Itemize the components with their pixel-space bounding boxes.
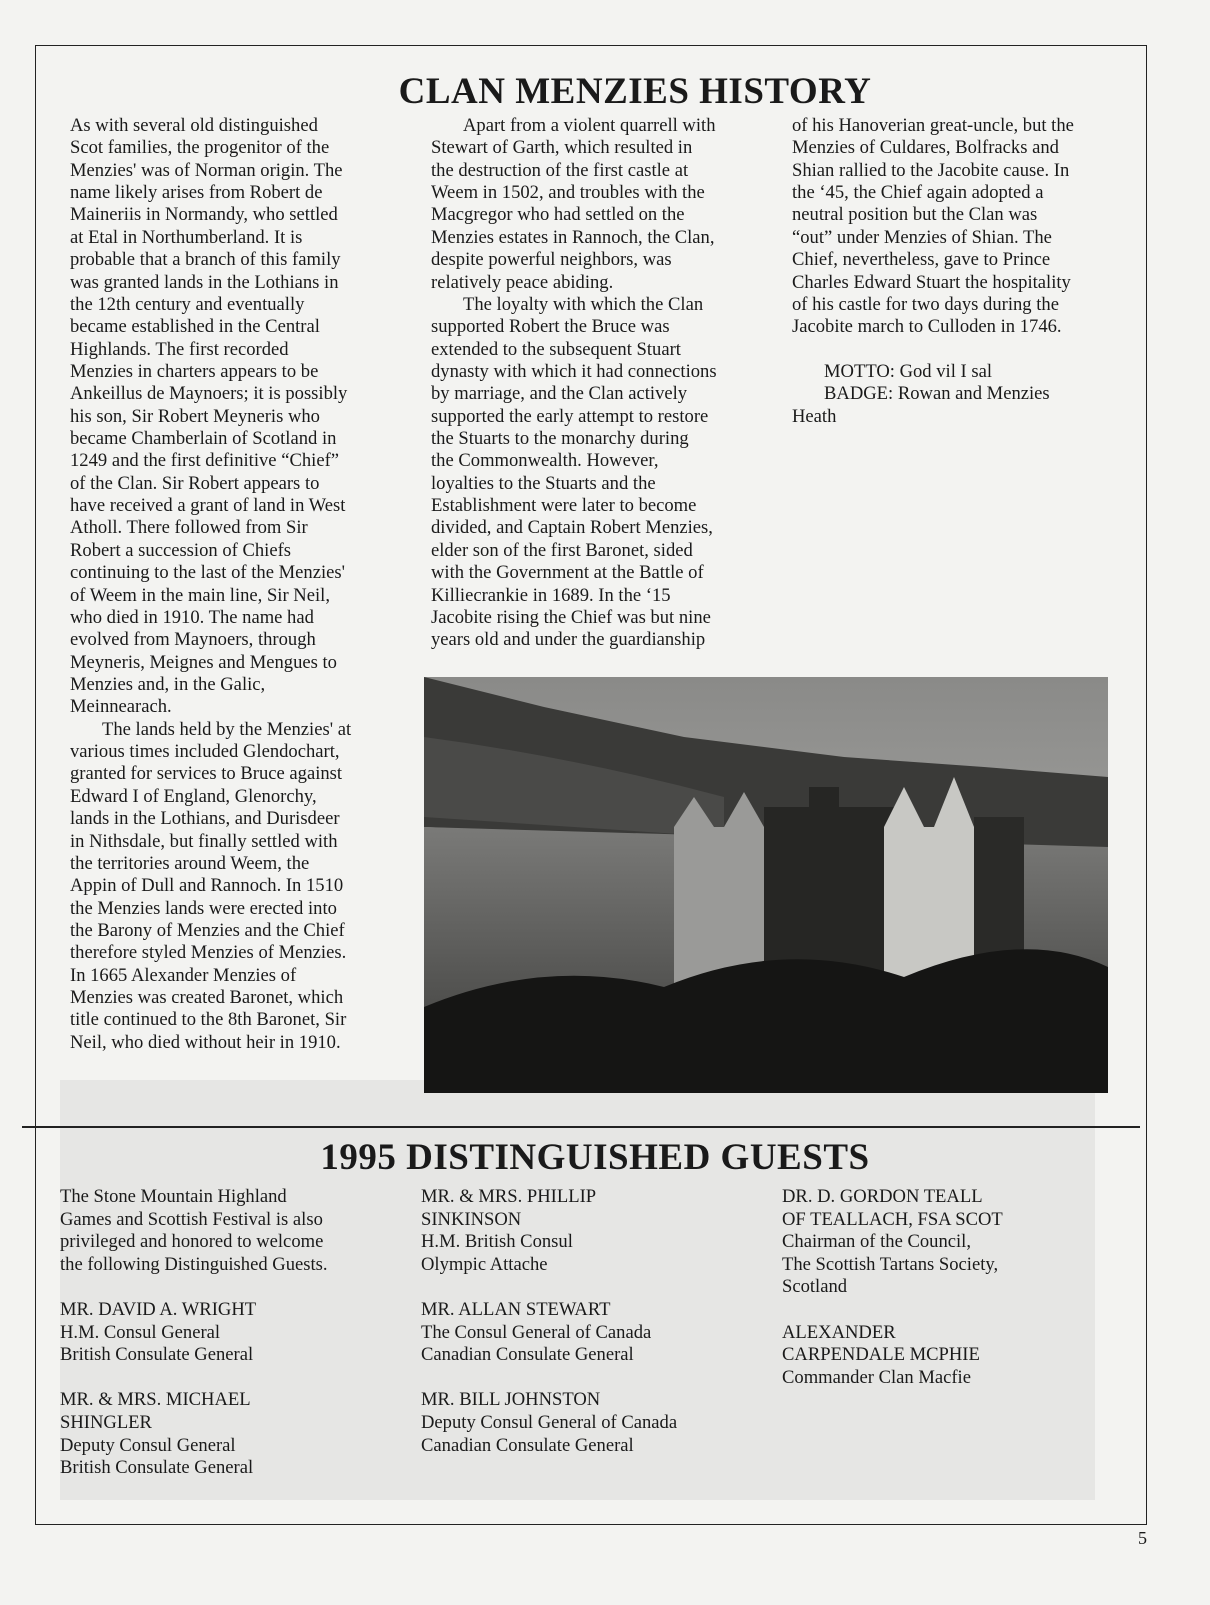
guest-line: Canadian Consulate General xyxy=(421,1344,634,1366)
text-line: Scot families, the progenitor of the xyxy=(70,137,330,159)
history-column-3 xyxy=(792,115,1074,428)
text-line xyxy=(792,339,1074,361)
guest-line: Commander Clan Macfie xyxy=(782,1366,971,1388)
history-column-1 xyxy=(70,115,351,1054)
guest-line: H.M. Consul General xyxy=(60,1321,221,1343)
text-line: granted for services to Bruce against xyxy=(70,763,343,785)
guests-column-3 xyxy=(782,1186,1003,1389)
text-line: became Chamberlain of Scotland in xyxy=(70,428,337,450)
text-line: who died in 1910. The name had xyxy=(70,606,314,628)
guest-line: the following Distinguished Guests. xyxy=(60,1253,328,1275)
text-line: the destruction of the first castle at xyxy=(431,159,689,181)
text-line: Menzies of Culdares, Bolfracks and xyxy=(792,137,1059,159)
guest-entry xyxy=(60,1299,328,1367)
text-line: Killiecrankie in 1689. In the ‘15 xyxy=(431,584,671,606)
text-line: Heath xyxy=(792,405,837,427)
text-line: Menzies and, in the Galic, xyxy=(70,673,266,695)
guest-line: Scotland xyxy=(782,1276,848,1298)
text-line: Chief, nevertheless, gave to Prince xyxy=(792,249,1051,271)
text-line: despite powerful neighbors, was xyxy=(431,249,672,271)
guest-line: MR. ALLAN STEWART xyxy=(421,1298,611,1320)
guest-line: ALEXANDER xyxy=(782,1321,896,1343)
text-line: The lands held by the Menzies' at xyxy=(102,718,352,740)
guest-line: CARPENDALE MCPHIE xyxy=(782,1344,980,1366)
text-line: Jacobite rising the Chief was but nine xyxy=(431,606,711,628)
text-line: Appin of Dull and Rannoch. In 1510 xyxy=(70,875,344,897)
text-line: probable that a branch of this family xyxy=(70,249,341,271)
text-line: Robert a succession of Chiefs xyxy=(70,539,292,561)
text-line: the Commonwealth. However, xyxy=(431,450,659,472)
text-line: Stewart of Garth, which resulted in xyxy=(431,137,693,159)
text-line: was granted lands in the Lothians in xyxy=(70,271,339,293)
guest-entry xyxy=(421,1186,677,1276)
guest-line: H.M. British Consul xyxy=(421,1231,573,1253)
guest-entry xyxy=(60,1186,328,1276)
text-line: in Nithsdale, but finally settled with xyxy=(70,830,338,852)
castle-photo xyxy=(424,677,1108,1093)
history-column-2 xyxy=(431,115,717,652)
guest-line: Deputy Consul General of Canada xyxy=(421,1411,678,1433)
guest-line: MR. & MRS. PHILLIP xyxy=(421,1186,597,1207)
text-line: the ‘45, the Chief again adopted a xyxy=(792,182,1044,204)
text-line: loyalties to the Stuarts and the xyxy=(431,472,656,494)
text-line: became established in the Central xyxy=(70,316,320,338)
text-line: Highlands. The first recorded xyxy=(70,338,289,360)
text-line: Establishment were later to become xyxy=(431,495,697,517)
guest-line: OF TEALLACH, FSA SCOT xyxy=(782,1208,1003,1230)
text-line: the territories around Weem, the xyxy=(70,852,310,874)
text-line: divided, and Captain Robert Menzies, xyxy=(431,517,713,539)
text-line: Macgregor who had settled on the xyxy=(431,204,685,226)
guest-line: Games and Scottish Festival is also xyxy=(60,1208,323,1230)
guest-line: British Consulate General xyxy=(60,1344,254,1366)
guest-entry xyxy=(782,1186,1003,1299)
text-line: years old and under the guardianship xyxy=(431,629,706,651)
guest-entry xyxy=(421,1299,677,1367)
guest-line: SHINGLER xyxy=(60,1411,152,1433)
text-line: Meinnearach. xyxy=(70,696,172,718)
text-line: dynasty with which it had connections xyxy=(431,360,717,382)
text-line: As with several old distinguished xyxy=(70,115,318,136)
guest-line: MR. DAVID A. WRIGHT xyxy=(60,1298,257,1320)
history-title: CLAN MENZIES HISTORY xyxy=(398,71,872,112)
guest-line: SINKINSON xyxy=(421,1208,522,1230)
text-line: elder son of the first Baronet, sided xyxy=(431,539,693,561)
text-line: of his castle for two days during the xyxy=(792,293,1059,315)
text-line: Menzies was created Baronet, which xyxy=(70,987,344,1009)
guests-column-1 xyxy=(60,1186,328,1480)
guest-line: Olympic Attache xyxy=(421,1253,548,1275)
text-line: “out” under Menzies of Shian. The xyxy=(792,226,1052,248)
text-line: at Etal in Northumberland. It is xyxy=(70,226,303,248)
text-line: Shian rallied to the Jacobite cause. In xyxy=(792,159,1070,181)
text-line: continuing to the last of the Menzies' xyxy=(70,562,345,584)
text-line: 1249 and the first definitive “Chief” xyxy=(70,450,340,472)
text-line: Weem in 1502, and troubles with the xyxy=(431,182,705,204)
guest-entry xyxy=(421,1389,677,1457)
guest-entry xyxy=(782,1322,1003,1390)
text-line: relatively peace abiding. xyxy=(431,271,614,293)
text-line: Edward I of England, Glenorchy, xyxy=(70,785,317,807)
text-line: Menzies' was of Norman origin. The xyxy=(70,159,343,181)
text-line: Charles Edward Stuart the hospitality xyxy=(792,271,1071,293)
text-line: BADGE: Rowan and Menzies xyxy=(824,383,1050,405)
guest-line: Chairman of the Council, xyxy=(782,1231,971,1253)
guest-line: The Scottish Tartans Society, xyxy=(782,1253,999,1275)
text-line: Menzies estates in Rannoch, the Clan, xyxy=(431,226,715,248)
text-line: evolved from Maynoers, through xyxy=(70,629,316,651)
guest-line: The Consul General of Canada xyxy=(421,1321,652,1343)
text-line: supported Robert the Bruce was xyxy=(431,316,670,338)
text-line: have received a grant of land in West xyxy=(70,495,346,517)
text-line: Apart from a violent quarrell with xyxy=(463,115,716,136)
text-line: the 12th century and eventually xyxy=(70,293,305,315)
text-line: In 1665 Alexander Menzies of xyxy=(70,964,297,986)
text-line: of the Clan. Sir Robert appears to xyxy=(70,472,320,494)
text-line: lands in the Lothians, and Durisdeer xyxy=(70,808,340,830)
text-line: Jacobite march to Culloden in 1746. xyxy=(792,316,1062,338)
text-line: supported the early attempt to restore xyxy=(431,405,709,427)
text-line: with the Government at the Battle of xyxy=(431,562,704,584)
text-line: various times included Glendochart, xyxy=(70,741,340,763)
text-line: Menzies in charters appears to be xyxy=(70,360,319,382)
page-number: 5 xyxy=(1138,1528,1147,1548)
text-line: therefore styled Menzies of Menzies. xyxy=(70,942,347,964)
guest-line: MR. BILL JOHNSTON xyxy=(421,1389,601,1411)
text-line: title continued to the 8th Baronet, Sir xyxy=(70,1009,347,1031)
text-line: the Menzies lands were erected into xyxy=(70,897,337,919)
text-line: The loyalty with which the Clan xyxy=(463,293,704,315)
text-line: of Weem in the main line, Sir Neil, xyxy=(70,584,330,606)
guest-line: The Stone Mountain Highland xyxy=(60,1186,287,1207)
text-line: Neil, who died without heir in 1910. xyxy=(70,1031,341,1053)
guests-title: 1995 DISTINGUISHED GUESTS xyxy=(320,1137,870,1178)
text-line: Atholl. There followed from Sir xyxy=(70,517,308,539)
guests-column-2 xyxy=(421,1186,677,1457)
guest-line: DR. D. GORDON TEALL xyxy=(782,1186,983,1207)
text-line: Ankeillus de Maynoers; it is possibly xyxy=(70,383,348,405)
text-line: by marriage, and the Clan actively xyxy=(431,383,688,405)
text-line: the Stuarts to the monarchy during xyxy=(431,428,689,450)
guest-line: Canadian Consulate General xyxy=(421,1434,634,1456)
text-line: extended to the subsequent Stuart xyxy=(431,338,681,360)
text-line: name likely arises from Robert de xyxy=(70,182,323,204)
text-line: neutral position but the Clan was xyxy=(792,204,1038,226)
text-line: MOTTO: God vil I sal xyxy=(824,360,993,382)
section-divider xyxy=(22,1126,1140,1128)
text-line: the Barony of Menzies and the Chief xyxy=(70,919,345,941)
guest-line: MR. & MRS. MICHAEL xyxy=(60,1389,251,1411)
castle-photo-image xyxy=(424,677,1108,1093)
text-line: Maineriis in Normandy, who settled xyxy=(70,204,338,226)
guest-line: Deputy Consul General xyxy=(60,1434,236,1456)
text-line: of his Hanoverian great-uncle, but the xyxy=(792,115,1074,136)
text-line: his son, Sir Robert Meyneris who xyxy=(70,405,320,427)
guest-line: privileged and honored to welcome xyxy=(60,1231,324,1253)
guest-entry xyxy=(60,1389,328,1479)
guest-line: British Consulate General xyxy=(60,1457,254,1479)
text-line: Meyneris, Meignes and Mengues to xyxy=(70,651,337,673)
